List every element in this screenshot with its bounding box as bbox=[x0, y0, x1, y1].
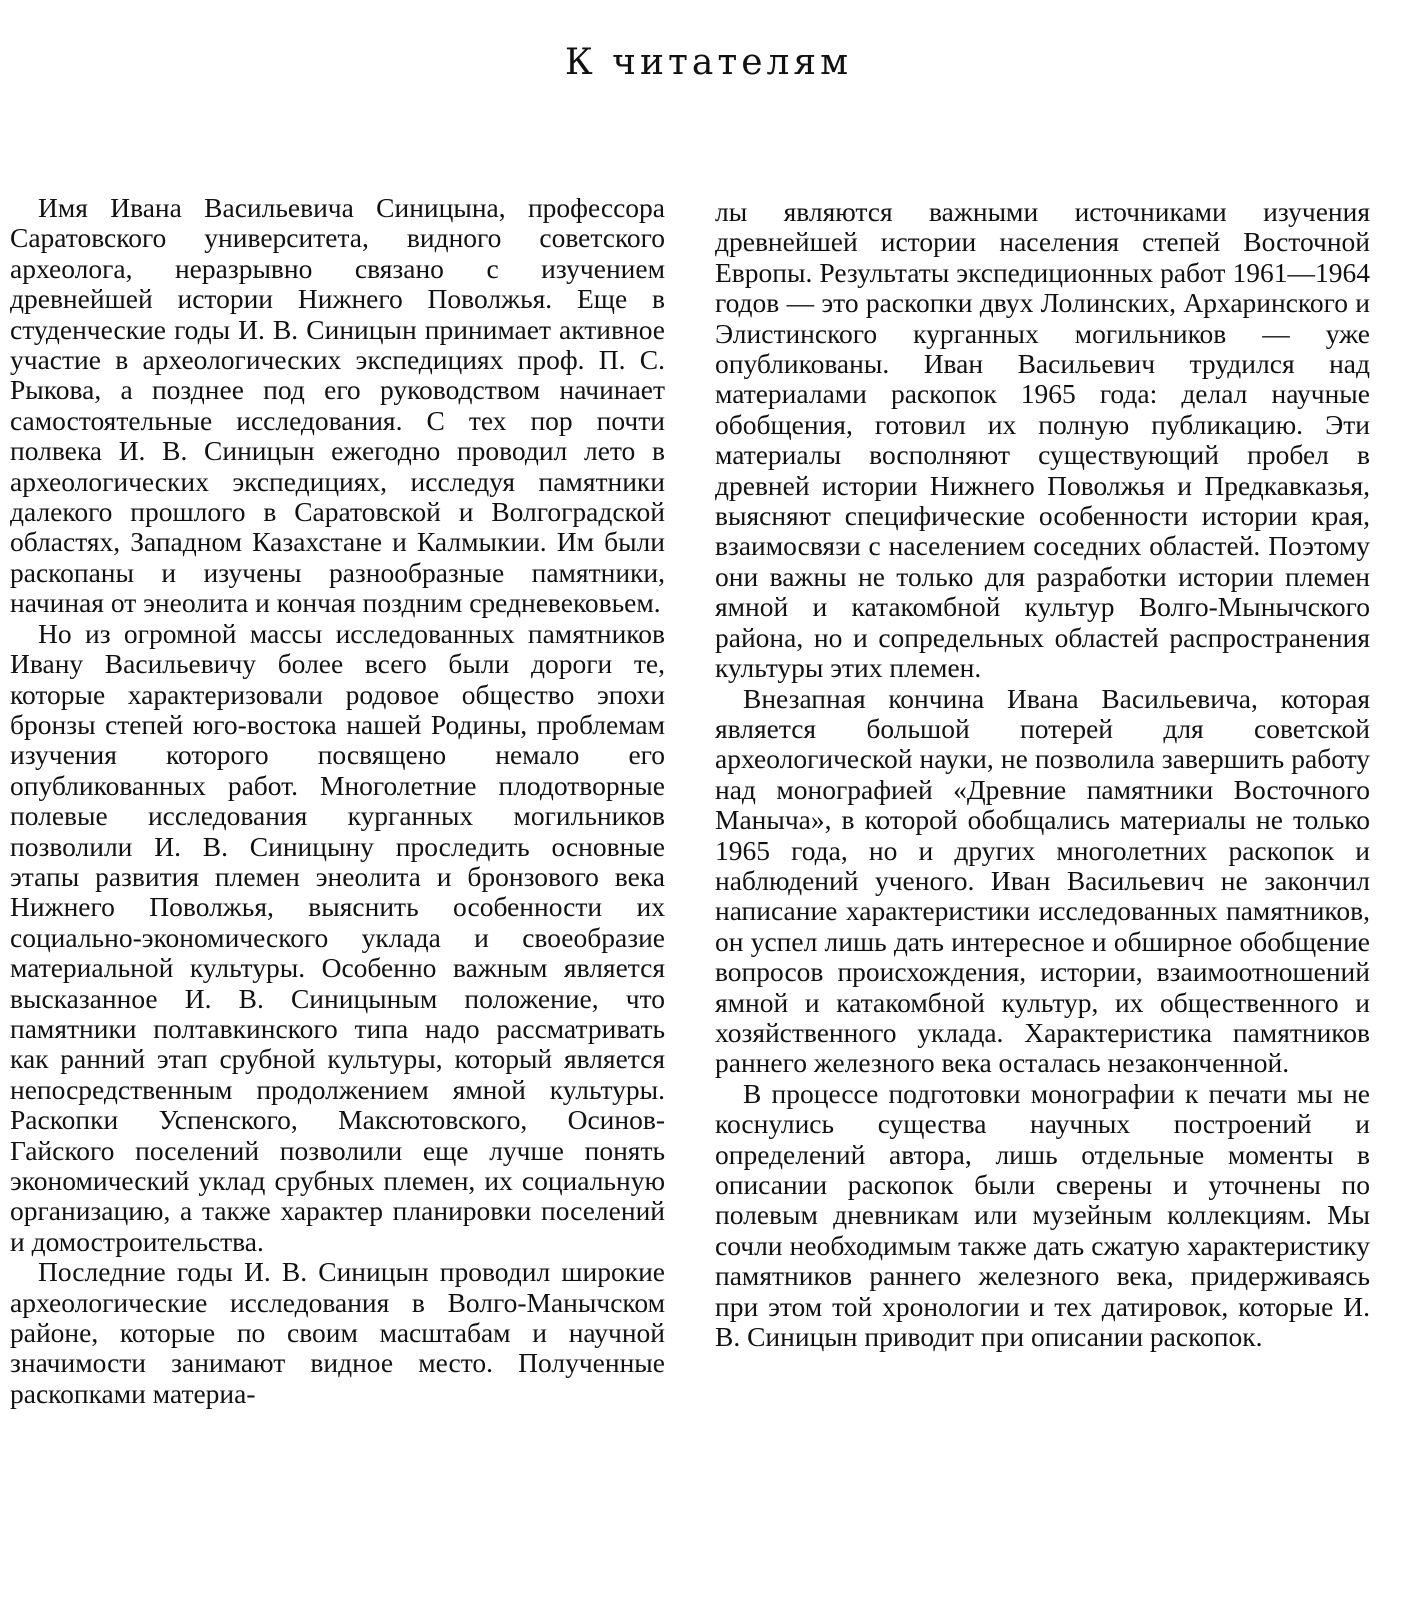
right-column bbox=[715, 197, 1370, 1597]
paragraph-1: Имя Ивана Васильевича Синицына, профессора Саратовского университета, видного советского археолога, неразрывно связано с изучением древнейшей истории Нижнего Поволжья. Еще в студенческие годы И. В. Синицын принимает активное участие в археологических экспедициях проф. П. С. Рыкова, а позднее под его руководством начинает самостоятельные исследования. С тех пор почти полвека И. В. Синицын ежегодно проводил лето в археологических экспедициях, исследуя памятники далекого прошлого в Саратовской и Волгоградской областях, Западном Казахстане и Калмыкии. Им были раскопаны и изучены разнообразные памятники, начиная от энеолита и кончая поздним средневековьем. bbox=[10, 193, 665, 619]
paragraph-3-continued: лы являются важными источниками изучения древнейшей истории населения степей Восточной Европы. Результаты экспедиционных работ 1961—1964 годов — это раскопки двух Лолинских, Архаринского и Элистинского курганных могильников — уже опубликованы. Иван Васильевич трудился над материалами раскопок 1965 года: делал научные обобщения, готовил их полную публикацию. Эти материалы восполняют существующий пробел в древней истории Нижнего Поволжья и Предкавказья, выясняют специфические особенности истории края, взаимосвязи с населением соседних областей. Поэтому они важны не только для разработки истории племен ямной и катакомбной культур Волго-Мынычского района, но и сопредельных областей распространения культуры этих племен. bbox=[715, 197, 1370, 684]
paragraph-4: Внезапная кончина Ивана Васильевича, которая является большой потерей для советской археологической науки, не позволила завершить работу над монографией «Древние памятники Восточного Маныча», в которой обобщались материалы не только 1965 года, но и других многолетних раскопок и наблюдений ученого. Иван Васильевич не закончил написание характеристики исследованных памятников, он успел лишь дать интересное и обширное обобщение вопросов происхождения, истории, взаимоотношений ямной и катакомбной культур, их общественного и хозяйственного уклада. Характеристика памятников раннего железного века осталась незаконченной. bbox=[715, 682, 1370, 1079]
page-title: К читателям bbox=[564, 42, 853, 83]
paragraph-5: В процессе подготовки монографии к печати мы не коснулись существа научных построений и определений автора, лишь отдельные моменты в описании раскопок были сверены и уточнены по полевым дневникам или музейным коллекциям. Мы сочли необходимым также дать сжатую характеристику памятников раннего железного века, придерживаясь при этом той хронологии и тех датировок, которые И. В. Синицын приводит при описании раскопок. bbox=[715, 1077, 1370, 1353]
left-column bbox=[10, 193, 665, 1593]
paragraph-2: Но из огромной массы исследованных памятников Ивану Васильевичу более всего были дороги те, которые характеризовали родовое общество эпохи бронзы степей юго-востока нашей Родины, проблемам изучения которого посвящено немало его опубликованных работ. Многолетние плодотворные полевые исследования курганных могильников позволили И. В. Синицыну проследить основные этапы развития племен энеолита и бронзового века Нижнего Поволжья, выяснить особенности их социально-экономического уклада и своеобразие материальной культуры. Особенно важным является высказанное И. В. Синицыным положение, что памятники полтавкинского типа надо рассматривать как ранний этап срубной культуры, который является непосредственным продолжением ямной культуры. Раскопки Успенского, Максютовского, Осинов-Гайского поселений позволили еще лучше понять экономический уклад срубных племен, их социальную организацию, а также характер планировки поселений и домостроительства. bbox=[10, 617, 665, 1257]
paragraph-3: Последние годы И. В. Синицын проводил широкие археологические исследования в Волго-Манычском районе, которые по своим масштабам и научной значимости занимают видное место. Полученные раскопками материа- bbox=[10, 1256, 665, 1409]
